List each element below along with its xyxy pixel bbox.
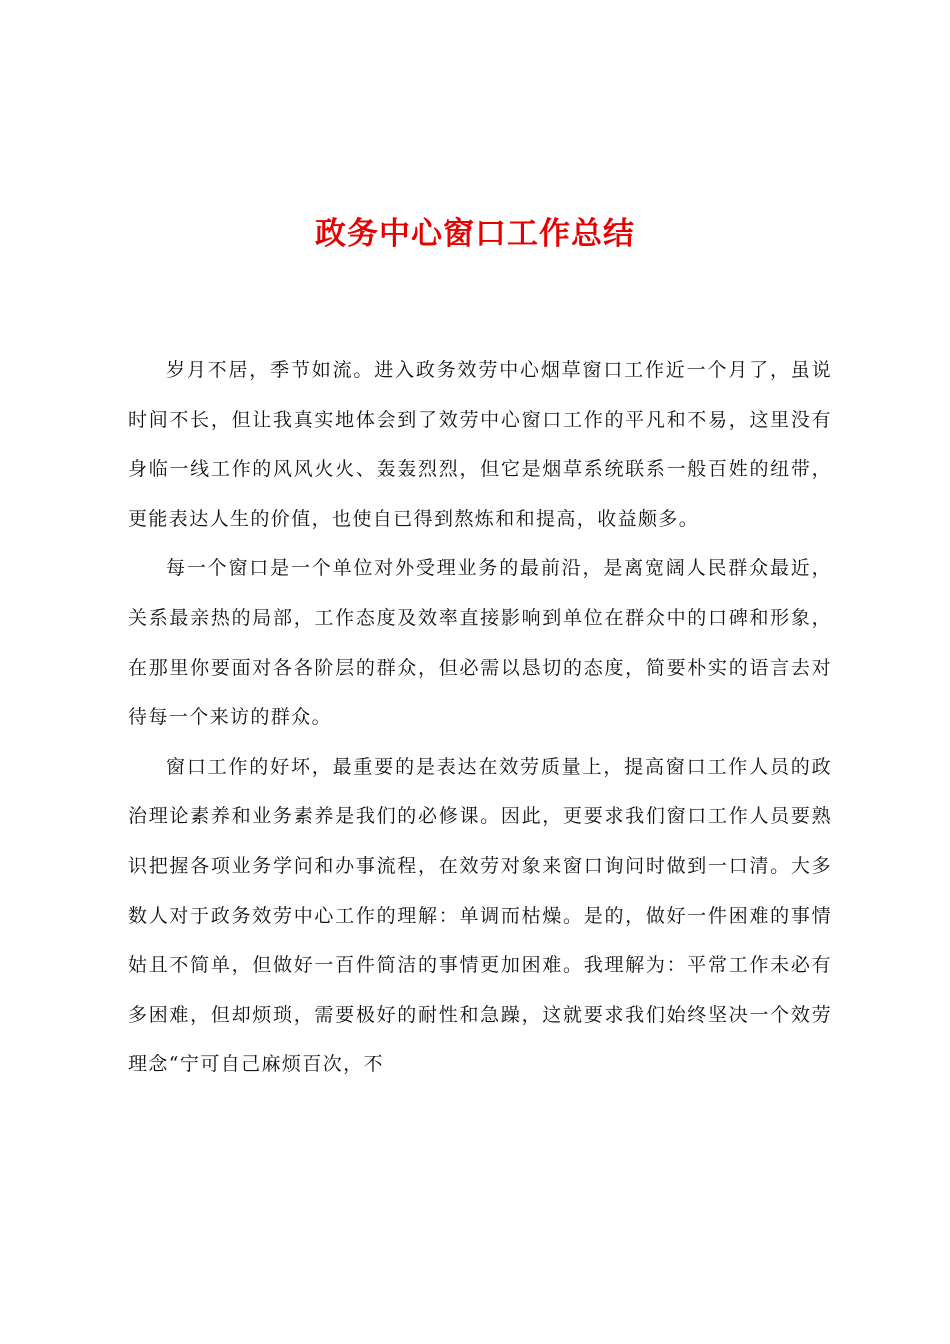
document-title: 政务中心窗口工作总结 xyxy=(315,216,635,252)
paragraph-2: 每一个窗口是一个单位对外受理业务的最前沿，是离宽阔人民群众最近，关系最亲热的局部，工作态度及效率直接影响到单位在群众中的口碑和形象，在那里你要面对各各阶层的群众，但必需以恳切的态度，简要朴实的语言去对待每一个来访的群众。 xyxy=(128,557,832,729)
paragraph-1: 岁月不居，季节如流。进入政务效劳中心烟草窗口工作近一个月了，虽说时间不长，但让我真实地体会到了效劳中心窗口工作的平凡和不易，这里没有身临一线工作的风风火火、轰轰烈烈，但它是烟草系统联系一般百姓的纽带，更能表达人生的价值，也使自已得到熬炼和和提高，收益颇多。 xyxy=(128,359,832,530)
paragraph-3: 窗口工作的好坏，最重要的是表达在效劳质量上，提高窗口工作人员的政治理论素养和业务素养是我们的必修课。因此，更要求我们窗口工作人员要熟识把握各项业务学问和办事流程，在效劳对象来窗口询问时做到一口清。大多数人对于政务效劳中心工作的理解：单调而枯燥。是的，做好一件困难的事情姑且不简单，但做好一百件简洁的事情更加困难。我理解为：平常工作未必有多困难，但却烦琐，需要极好的耐性和急躁，这就要求我们始终坚决一个效劳理念“宁可自己麻烦百次，不 xyxy=(128,755,832,1076)
document-body xyxy=(128,346,832,1090)
